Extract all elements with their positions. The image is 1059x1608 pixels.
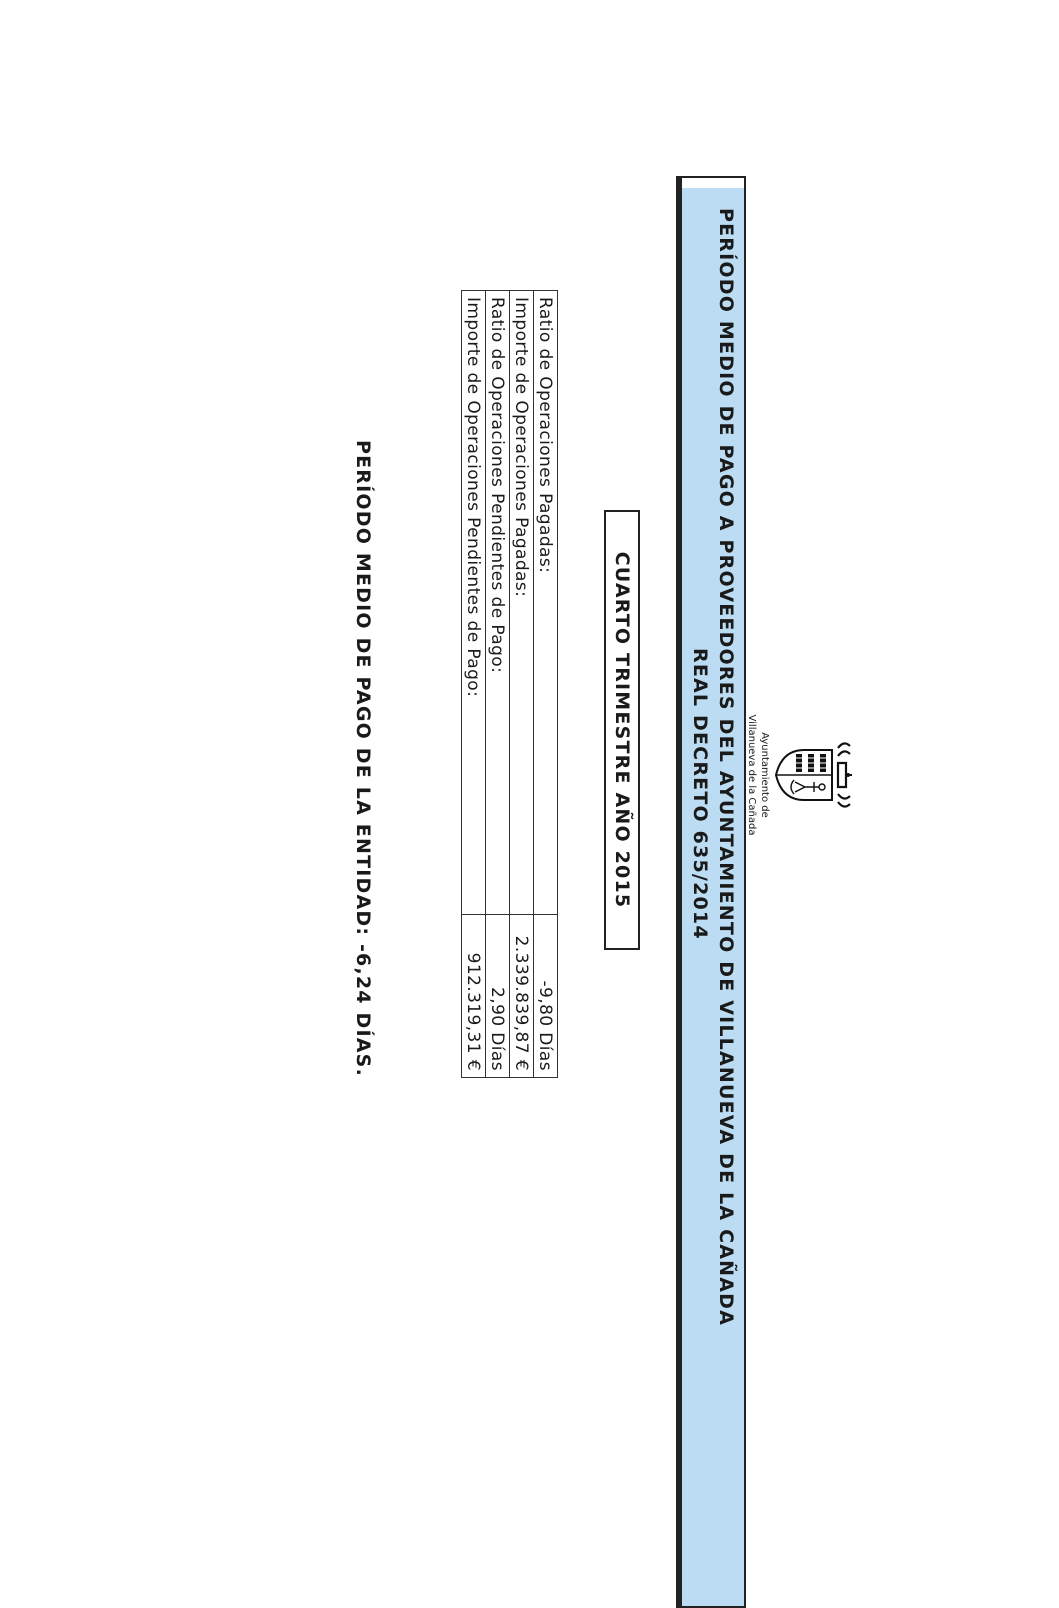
row-value: -9,80 Días <box>534 915 558 1078</box>
row-label: Ratio de Operaciones Pendientes de Pago: <box>486 291 510 915</box>
table-row <box>486 291 510 1078</box>
row-value: 912.319,31 € <box>462 915 486 1078</box>
row-value: 2,90 Días <box>486 915 510 1078</box>
table-row <box>534 291 558 1078</box>
row-value: 2.339.839,87 € <box>510 915 534 1078</box>
row-label: Importe de Operaciones Pagadas: <box>510 291 534 915</box>
coat-of-arms-icon <box>774 730 852 820</box>
title-banner <box>676 176 746 1608</box>
document-title: PERÍODO MEDIO DE PAGO A PROVEEDORES DEL AYUNTAMIENTO DE VILLANUEVA DE LA CAÑADA <box>715 208 737 1327</box>
logo-caption-line2: Villanueva de la Cañada <box>746 714 757 836</box>
table-row <box>462 291 486 1078</box>
row-label: Ratio de Operaciones Pagadas: <box>534 291 558 915</box>
document-subtitle: REAL DECRETO 635/2014 <box>689 648 711 940</box>
logo-caption-line1: Ayuntamiento de <box>759 732 770 818</box>
quarter-label: CUARTO TRIMESTRE AÑO 2015 <box>604 510 640 950</box>
municipal-logo <box>732 690 852 860</box>
ratios-table <box>461 290 558 1078</box>
entity-average-payment-period: PERÍODO MEDIO DE PAGO DE LA ENTIDAD: -6,24 DÍAS. <box>352 440 374 1077</box>
table-row <box>510 291 534 1078</box>
row-label: Importe de Operaciones Pendientes de Pago: <box>462 291 486 915</box>
title-band <box>682 188 744 1606</box>
